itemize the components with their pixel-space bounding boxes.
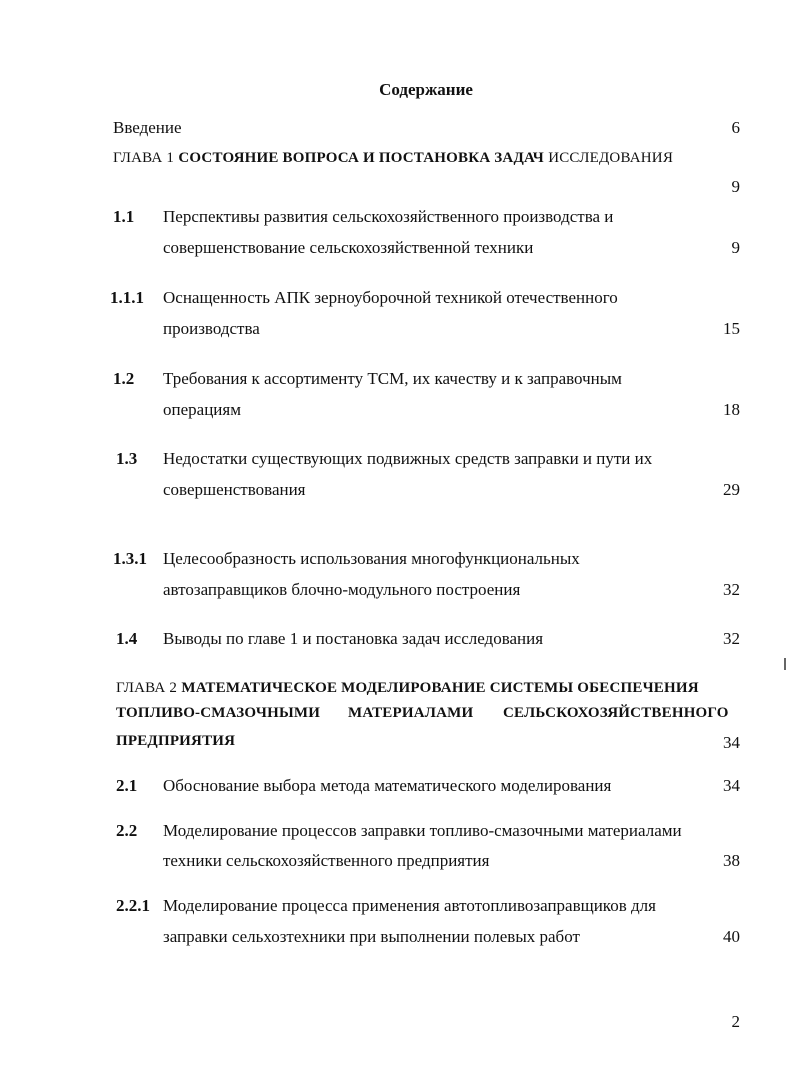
toc-entry-number: 2.2: [116, 821, 138, 840]
chapter2-line3: ПРЕДПРИЯТИЯ: [116, 733, 236, 749]
toc-entry-line1: Выводы по главе 1 и постановка задач исследования: [163, 629, 544, 648]
toc-entry-line1: Целесообразность использования многофункциональных: [163, 549, 580, 568]
chapter2-prefix: ГЛАВА 2: [116, 680, 178, 696]
chapter1-prefix: ГЛАВА 1: [113, 150, 175, 166]
toc-entry-number: 1.3.1: [113, 549, 147, 568]
toc-entry-line1: Оснащенность АПК зерноуборочной техникой отечественного: [163, 288, 618, 307]
toc-intro-page: 6: [731, 118, 740, 137]
toc-entry-line2: совершенствование сельскохозяйственной техники: [163, 238, 534, 257]
toc-entry-page: 34: [723, 776, 740, 795]
toc-entry-line2: производства: [163, 319, 260, 338]
chapter2-heading-line1: [116, 677, 699, 697]
toc-entry-page: 38: [723, 851, 740, 870]
chapter2-line2-word1: ТОПЛИВО-СМАЗОЧНЫМИ: [116, 705, 321, 721]
toc-entry-line1: Требования к ассортименту ТСМ, их качеству и к заправочным: [163, 369, 622, 388]
toc-entry-number: 1.4: [116, 629, 138, 648]
toc-entry-line2: техники сельскохозяйственного предприятия: [163, 851, 490, 870]
chapter2-page: 34: [723, 733, 740, 752]
chapter1-heading: [113, 147, 673, 167]
scan-artifact: [784, 658, 786, 670]
toc-entry-page: 32: [723, 580, 740, 599]
toc-entry-number: 1.1.1: [110, 288, 144, 307]
toc-entry-line2: совершенствования: [163, 480, 306, 499]
chapter1-page: 9: [731, 177, 740, 196]
toc-entry-number: 1.3: [116, 449, 138, 468]
toc-entry-line1: Недостатки существующих подвижных средств заправки и пути их: [163, 449, 653, 468]
toc-entry-page: 32: [723, 629, 740, 648]
chapter1-title-rest: ИССЛЕДОВАНИЯ: [548, 150, 674, 166]
toc-entry-line1: Моделирование процесса применения автотопливозаправщиков для: [163, 896, 656, 915]
toc-entry-page: 40: [723, 927, 740, 946]
toc-entry-page: 18: [723, 400, 740, 419]
chapter2-title-line1: МАТЕМАТИЧЕСКОЕ МОДЕЛИРОВАНИЕ СИСТЕМЫ ОБЕСПЕЧЕНИЯ: [181, 680, 699, 696]
toc-entry-line1: Перспективы развития сельскохозяйственного производства и: [163, 207, 614, 226]
page-number: 2: [731, 1012, 740, 1031]
toc-entry-line2: заправки сельхозтехники при выполнении полевых работ: [163, 927, 580, 946]
toc-entry-page: 9: [731, 238, 740, 257]
toc-intro-label: Введение: [113, 118, 182, 137]
page-title: Содержание: [379, 80, 473, 99]
toc-entry-line2: операциям: [163, 400, 241, 419]
chapter2-line2-word3: СЕЛЬСКОХОЗЯЙСТВЕННОГО: [503, 705, 729, 721]
chapter2-line2-word2: МАТЕРИАЛАМИ: [348, 705, 474, 721]
toc-entry-line1: Обоснование выбора метода математического моделирования: [163, 776, 612, 795]
chapter1-title: СОСТОЯНИЕ ВОПРОСА И ПОСТАНОВКА ЗАДАЧ: [178, 150, 544, 166]
toc-entry-line2: автозаправщиков блочно-модульного построения: [163, 580, 521, 599]
toc-entry-line1: Моделирование процессов заправки топливо-смазочными материалами: [163, 821, 682, 840]
toc-entry-number: 2.2.1: [116, 896, 150, 915]
toc-entry-number: 1.2: [113, 369, 135, 388]
toc-entry-page: 15: [723, 319, 740, 338]
toc-entry-number: 2.1: [116, 776, 138, 795]
toc-entry-page: 29: [723, 480, 740, 499]
toc-entry-number: 1.1: [113, 207, 135, 226]
